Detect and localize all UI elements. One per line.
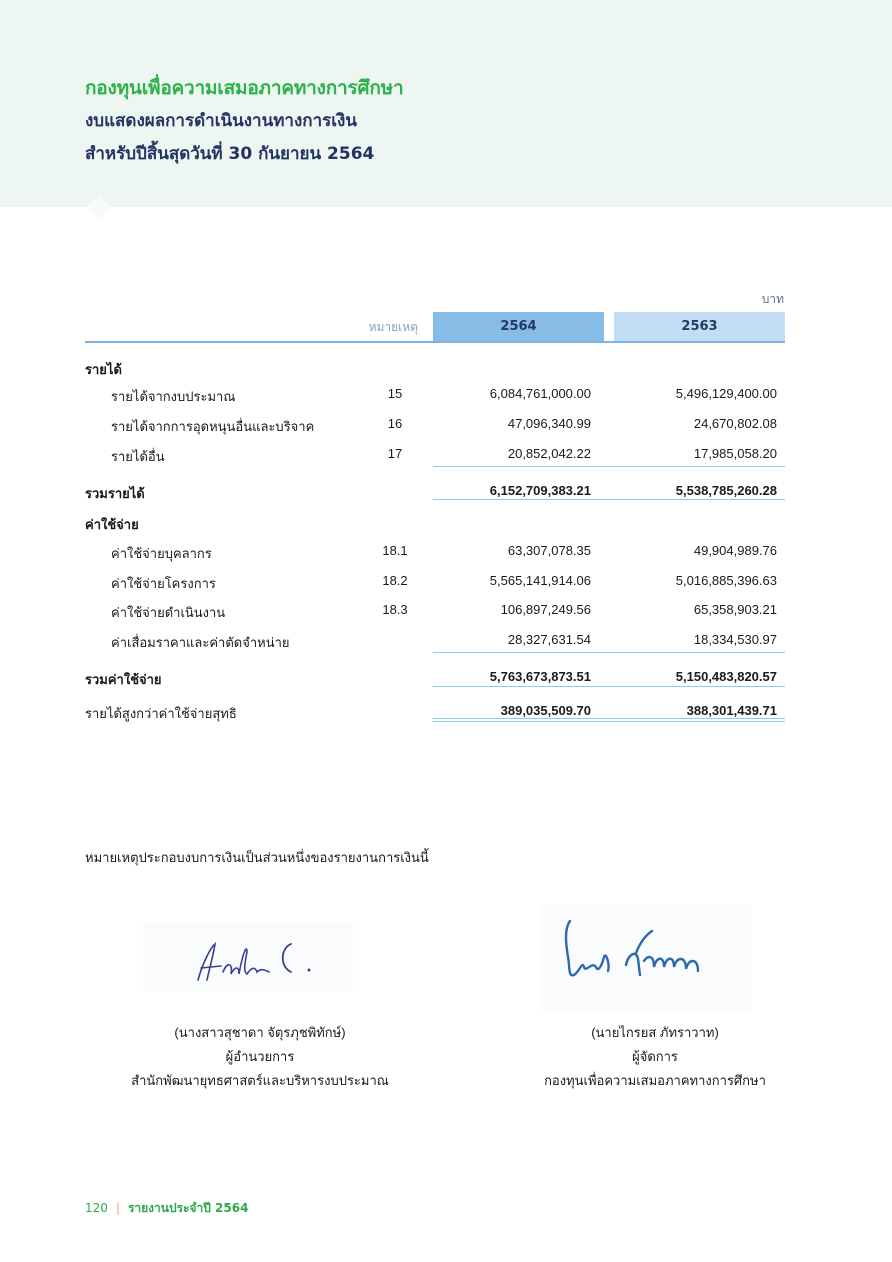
currency-unit: บาท bbox=[761, 292, 784, 306]
signer-office: กองทุนเพื่อความเสมอภาคทางการศึกษา bbox=[544, 1073, 766, 1088]
row-label: รายได้อื่น bbox=[111, 449, 165, 464]
row-label: รายได้สูงกว่าค่าใช้จ่ายสุทธิ bbox=[85, 706, 237, 721]
row-value-2564: 63,307,078.35 bbox=[507, 543, 591, 558]
section-label: ค่าใช้จ่าย bbox=[85, 517, 139, 532]
row-value-2563: 49,904,989.76 bbox=[693, 543, 777, 558]
signer-title: ผู้อำนวยการ bbox=[225, 1049, 295, 1064]
row-label: รายได้จากการอุดหนุนอื่นและบริจาค bbox=[111, 419, 315, 434]
section-heading-revenue bbox=[85, 359, 785, 379]
signature-image-right bbox=[540, 905, 752, 1010]
page-number: 120 bbox=[85, 1201, 108, 1215]
subtotal-rule bbox=[433, 652, 785, 653]
row-label: ค่าใช้จ่ายโครงการ bbox=[111, 576, 216, 591]
organization-title: กองทุนเพื่อความเสมอภาคทางการศึกษา bbox=[85, 77, 404, 99]
double-rule-bottom bbox=[433, 721, 785, 722]
signer-office: สำนักพัฒนายุทธศาสตร์และบริหารงบประมาณ bbox=[131, 1073, 389, 1088]
row-label: รายได้จากงบประมาณ bbox=[111, 389, 236, 404]
section-label: รายได้ bbox=[85, 362, 122, 377]
signature-image-left bbox=[143, 922, 353, 992]
row-value-2563: 5,538,785,260.28 bbox=[675, 483, 777, 498]
row-value-2564: 47,096,340.99 bbox=[507, 416, 591, 431]
table-row bbox=[85, 632, 785, 652]
signer-name: (นายไกรยส ภัทราวาท) bbox=[591, 1025, 719, 1040]
signature-left-icon bbox=[143, 922, 353, 992]
row-label: ค่าใช้จ่ายบุคลากร bbox=[111, 546, 212, 561]
row-note: 18.1 bbox=[382, 543, 408, 558]
row-value-2564: 389,035,509.70 bbox=[500, 703, 591, 718]
row-value-2563: 18,334,530.97 bbox=[693, 632, 777, 647]
footer-separator: | bbox=[115, 1201, 120, 1215]
row-value-2563: 5,016,885,396.63 bbox=[675, 573, 777, 588]
row-value-2564: 106,897,249.56 bbox=[500, 602, 591, 617]
signer-name: (นางสาวสุชาดา จัตุรภุชพิทักษ์) bbox=[174, 1025, 346, 1040]
row-value-2563: 5,496,129,400.00 bbox=[675, 386, 777, 401]
row-note: 15 bbox=[387, 386, 403, 401]
table-row bbox=[85, 446, 785, 466]
column-header-2563: 2563 bbox=[614, 312, 785, 341]
row-value-2564: 5,565,141,914.06 bbox=[489, 573, 591, 588]
total-row-revenue bbox=[85, 483, 785, 503]
double-rule-top bbox=[433, 718, 785, 719]
table-row bbox=[85, 386, 785, 406]
row-value-2564: 6,084,761,000.00 bbox=[489, 386, 591, 401]
table-row bbox=[85, 573, 785, 593]
column-header-note: หมายเหตุ bbox=[368, 320, 418, 334]
header-band bbox=[0, 0, 892, 207]
row-value-2564: 6,152,709,383.21 bbox=[489, 483, 591, 498]
row-label: ค่าใช้จ่ายดำเนินงาน bbox=[111, 605, 226, 620]
row-value-2563: 65,358,903.21 bbox=[693, 602, 777, 617]
statement-footnote: หมายเหตุประกอบงบการเงินเป็นส่วนหนึ่งของรายงานการเงินนี้ bbox=[85, 850, 429, 865]
signature-right-icon bbox=[540, 905, 752, 1010]
statement-period: สำหรับปีสิ้นสุดวันที่ 30 กันยายน 2564 bbox=[85, 144, 375, 164]
row-label: รวมค่าใช้จ่าย bbox=[85, 672, 162, 687]
row-note: 18.3 bbox=[382, 602, 408, 617]
row-note: 17 bbox=[387, 446, 403, 461]
report-name: รายงานประจำปี 2564 bbox=[127, 1201, 249, 1215]
row-label: ค่าเสื่อมราคาและค่าตัดจำหน่าย bbox=[111, 635, 290, 650]
row-value-2563: 24,670,802.08 bbox=[693, 416, 777, 431]
signer-left bbox=[100, 1021, 420, 1093]
subtotal-rule bbox=[433, 466, 785, 467]
row-value-2564: 5,763,673,873.51 bbox=[489, 669, 591, 684]
table-row bbox=[85, 602, 785, 622]
header-divider bbox=[85, 341, 785, 343]
page-footer bbox=[85, 1199, 248, 1218]
row-value-2563: 388,301,439.71 bbox=[686, 703, 777, 718]
net-row bbox=[85, 703, 785, 723]
statement-title: งบแสดงผลการดำเนินงานทางการเงิน bbox=[85, 111, 357, 131]
signer-right bbox=[505, 1021, 805, 1093]
section-heading-expenses bbox=[85, 514, 785, 534]
row-value-2563: 5,150,483,820.57 bbox=[675, 669, 777, 684]
total-rule bbox=[433, 499, 785, 500]
row-value-2564: 20,852,042.22 bbox=[507, 446, 591, 461]
total-rule bbox=[433, 686, 785, 687]
column-header-2564: 2564 bbox=[433, 312, 604, 341]
signer-title: ผู้จัดการ bbox=[632, 1049, 678, 1064]
row-note: 18.2 bbox=[382, 573, 408, 588]
row-note: 16 bbox=[387, 416, 403, 431]
table-row bbox=[85, 543, 785, 563]
table-row bbox=[85, 416, 785, 436]
row-label: รวมรายได้ bbox=[85, 486, 145, 501]
row-value-2564: 28,327,631.54 bbox=[507, 632, 591, 647]
row-value-2563: 17,985,058.20 bbox=[693, 446, 777, 461]
